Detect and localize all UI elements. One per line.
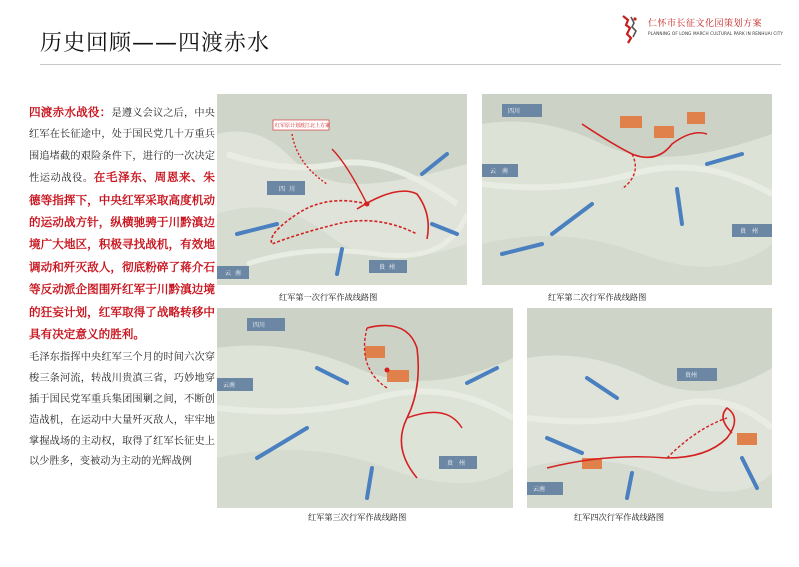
map-second-crossing: [482, 94, 772, 285]
map1-label-3: 云: [225, 270, 232, 277]
logo-title-cn: 仁怀市长征文化园策划方案: [648, 19, 763, 29]
map1-label-6: 州: [389, 264, 396, 271]
map2-label-5: 州: [752, 228, 759, 235]
map3-label-2: 云南: [223, 382, 236, 389]
map3-label-1: 四川: [253, 322, 266, 329]
map2-caption: 红军第二次行军作战线路图: [548, 292, 647, 302]
lead-term: 四渡赤水战役：: [29, 105, 112, 119]
intro-text: 是遵义会议之后，中央红军在长征途中，处于国民党几十万重兵围追堵截的艰险条件下，进行的一次决定性运动战役。: [29, 108, 215, 185]
map4-label-2: 贵州: [685, 372, 698, 379]
map1-label-5: 贵: [379, 264, 386, 271]
map-third-crossing: [217, 308, 513, 508]
map1-annotation: 红军原计划渡江北上方案: [275, 123, 331, 129]
map1-caption: 红军第一次行军作战线路图: [279, 292, 378, 302]
map1-label-4: 南: [235, 270, 242, 277]
page-title: 历史回顾——四渡赤水: [40, 31, 271, 56]
map2-label-3: 南: [502, 168, 509, 175]
map4-label-1: 云南: [533, 486, 546, 493]
map4-caption: 红军四次行军作战线路图: [574, 512, 665, 522]
logo-title-en: PLANNING OF LONG MARCH CULTURAL PARK IN RENHUAI CITY: [648, 31, 784, 36]
long-march-logo-icon: [619, 14, 639, 44]
description-text: [29, 102, 215, 473]
map1-label-1: 四: [279, 186, 286, 193]
map3-label-3: 贵: [447, 460, 454, 467]
map-fourth-crossing: [527, 308, 772, 508]
map2-label-2: 云: [490, 168, 497, 175]
highlight-text: 在毛泽东、周恩来、朱德等指挥下，中央红军采取高度机动的运动战方针，纵横驰骋于川黔滇边境广大地区，积极寻找战机，有效地调动和歼灭敌人，彻底粉碎了蒋介石等反动派企图围歼红军于川黔滇边境的狂妄计划，红军取得了战略转移中具有决定意义的胜利。: [29, 170, 215, 342]
paragraph-2: 毛泽东指挥中央红军三个月的时间六次穿梭三条河流，转战川贵滇三省，巧妙地穿插于国民党军重兵集团围剿之间，不断创造战机，在运动中大量歼灭敌人，牢牢地掌握战场的主动权，取得了红军长征史上以少胜多，变被动为主动的光辉战例: [29, 352, 215, 468]
title-divider: [40, 64, 781, 65]
map-first-crossing: [217, 94, 467, 285]
map2-label-1: 四川: [508, 108, 521, 115]
map2-label-4: 贵: [740, 228, 747, 235]
map3-caption: 红军第三次行军作战线路图: [308, 512, 407, 522]
map1-label-2: 川: [289, 186, 296, 193]
map3-label-4: 州: [459, 460, 466, 467]
